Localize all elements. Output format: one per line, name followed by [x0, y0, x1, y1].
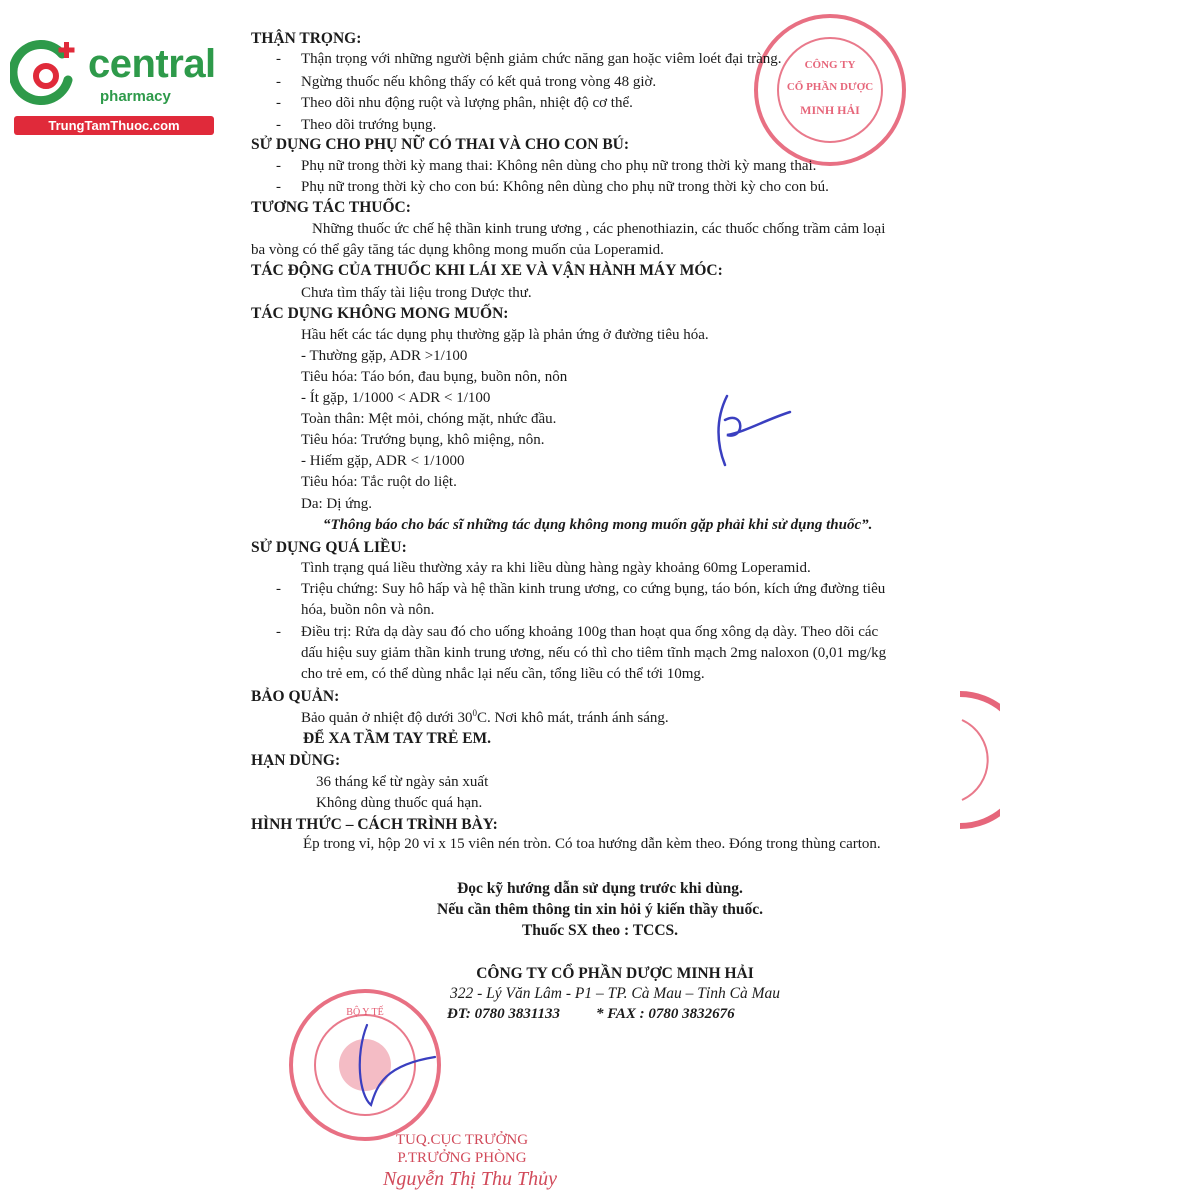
company-address: 322 - Lý Văn Lâm - P1 – TP. Cà Mau – Tỉnh Cà Mau — [450, 985, 780, 1002]
adr-line: - Thường gặp, ADR >1/100 — [301, 348, 468, 364]
adr-notice: “Thông báo cho bác sĩ những tác dụng không mong muốn gặp phải khi sử dụng thuốc”. — [323, 517, 873, 533]
list-item: Theo dõi nhu động ruột và lượng phân, nhiệt độ cơ thể. — [301, 95, 633, 111]
section-title-tuong-tac: TƯƠNG TÁC THUỐC: — [251, 199, 411, 216]
list-item: Ngừng thuốc nếu không thấy có kết quả trong vòng 48 giờ. — [301, 74, 657, 90]
section-title-qua-lieu: SỬ DỤNG QUÁ LIỀU: — [251, 539, 407, 556]
paragraph-line: Triệu chứng: Suy hô hấp và hệ thần kinh trung ương, co cứng bụng, táo bón, kích ứng đường tiêu — [301, 581, 886, 597]
paragraph-line: dấu hiệu suy giảm thần kinh trung ương, nếu có thì cho tiêm tĩnh mạch 2mg naloxon (0,01 mg/kg — [301, 645, 887, 661]
adr-line: Da: Dị ứng. — [301, 496, 373, 512]
adr-line: Hầu hết các tác dụng phụ thường gặp là phản ứng ở đường tiêu hóa. — [301, 327, 709, 343]
adr-line: Tiêu hóa: Táo bón, đau bụng, buồn nôn, nôn — [301, 369, 568, 385]
svg-text:CÔNG TY: CÔNG TY — [804, 59, 856, 71]
svg-text:BỘ Y TẾ: BỘ Y TẾ — [346, 1007, 384, 1018]
degree-mark: 0 — [472, 708, 477, 718]
adr-line: Toàn thân: Mệt mỏi, chóng mặt, nhức đầu. — [301, 411, 557, 427]
list-item: Phụ nữ trong thời kỳ cho con bú: Không nên dùng cho phụ nữ trong thời kỳ cho con bú. — [301, 179, 829, 195]
paragraph-line: ba vòng có thể gây tăng tác dụng không mong muốn của Loperamid. — [251, 242, 664, 258]
approval-line-2: P.TRƯỞNG PHÒNG — [397, 1150, 527, 1166]
paragraph-line: Điều trị: Rửa dạ dày sau đó cho uống khoảng 100g than hoạt qua ống xông dạ dày. Theo dõi các — [301, 624, 879, 640]
brand-tagline: pharmacy — [100, 88, 171, 105]
company-fax: * FAX : 0780 3832676 — [596, 1006, 735, 1022]
signer-name: Nguyễn Thị Thu Thủy — [383, 1168, 557, 1190]
svg-text:MINH HẢI: MINH HẢI — [800, 103, 860, 117]
adr-line: - Ít gặp, 1/1000 < ADR < 1/100 — [301, 390, 491, 406]
section-title-hinh-thuc: HÌNH THỨC – CÁCH TRÌNH BÀY: — [251, 816, 498, 833]
section-title-lai-xe: TÁC ĐỘNG CỦA THUỐC KHI LÁI XE VÀ VẬN HÀNH MÁY MÓC: — [251, 262, 723, 279]
list-item: Phụ nữ trong thời kỳ mang thai: Không nên dùng cho phụ nữ trong thời kỳ mang thai. — [301, 158, 817, 174]
section-title-han-dung: HẠN DÙNG: — [251, 752, 341, 769]
svg-text:CỔ PHẦN DƯỢC: CỔ PHẦN DƯỢC — [786, 81, 874, 93]
section-title-adr: TÁC DỤNG KHÔNG MONG MUỐN: — [251, 305, 509, 322]
adr-line: Tiêu hóa: Tắc ruột do liệt. — [301, 474, 457, 490]
closing-line: Nếu cần thêm thông tin xin hỏi ý kiến thầy thuốc. — [437, 901, 763, 918]
section-title-phu-nu: SỬ DỤNG CHO PHỤ NỮ CÓ THAI VÀ CHO CON BÚ: — [251, 136, 630, 153]
adr-line: Tiêu hóa: Trướng bụng, khô miệng, nôn. — [301, 432, 545, 448]
paragraph-line: Tình trạng quá liều thường xảy ra khi liều dùng hàng ngày khoảng 60mg Loperamid. — [301, 560, 811, 576]
list-item: Thận trọng với những người bệnh giảm chức năng gan hoặc viêm loét đại tràng. — [301, 51, 782, 67]
brand-name: central — [88, 42, 216, 86]
paragraph-line: hóa, buồn nôn và nôn. — [301, 602, 435, 618]
storage-text — [301, 708, 669, 727]
document: THẬN TRỌNG: - Thận trọng với những người bệnh giảm chức năng gan hoặc viêm loét đại tràng. - Ngừng thuốc nếu không thấy có kết quả trong vòng 48 giờ. - Theo dõi nhu động ruột và lượng phân, nhiệt độ cơ thể. - Theo dõi trướng bụng. SỬ DỤNG CHO PHỤ NỮ CÓ THAI VÀ CHO CON BÚ: - Phụ nữ trong thời kỳ mang thai: Không nên dùng cho phụ nữ trong thời kỳ mang thai. - Phụ nữ trong thời kỳ cho con bú: Không nên dùng cho phụ nữ trong thời kỳ cho con bú. TƯƠNG TÁC THUỐC: Những thuốc ức chế hệ thần kinh trung ương , các phenothiazin, các thuốc chống trầm cảm loại ba vòng có thể gây tăng tác dụng không mong muốn của Loperamid. TÁC ĐỘNG CỦA THUỐC KHI LÁI XE VÀ VẬN HÀNH MÁY MÓC: Chưa tìm thấy tài liệu trong Dược thư. TÁC DỤNG KHÔNG MONG MUỐN: Hầu hết các tác dụng phụ thường gặp là phản ứng ở đường tiêu hóa. - Thường gặp, ADR >1/100 Tiêu hóa: Táo bón, đau bụng, buồn nôn, nôn - Ít gặp, 1/1000 < ADR < 1/100 Toàn thân: Mệt mỏi, chóng mặt, nhức đầu. Tiêu hóa: Trướng bụng, khô miệng, nôn. - Hiếm gặp, ADR < 1/1000 Tiêu hóa: Tắc ruột do liệt. Da: Dị ứng. “Thông báo cho bác sĩ những tác dụng không mong muốn gặp phải khi sử dụng thuốc”. SỬ DỤNG QUÁ LIỀU: Tình trạng quá liều thường xảy ra khi liều dùng hàng ngày khoảng 60mg Loperamid. - Triệu chứng: Suy hô hấp và hệ thần kinh trung ương, co cứng bụng, táo bón, kích ứng đường tiêu hóa, buồn nôn và nôn. - Điều trị: Rửa dạ dày sau đó cho uống khoảng 100g than hoạt qua ống xông dạ dày. Theo dõi các dấu hiệu suy giảm thần kinh trung ương, nếu có thì cho tiêm tĩnh mạch 2mg naloxon (0,01 mg/kg cho trẻ em, có thể dùng nhắc lại nếu cần, tổng liều có thể tới 10mg. BẢO QUẢN: Bảo quản ở nhiệt độ dưới $30^0C$. Nơi khô mát, tránh ánh sáng. ĐỂ XA TẦM TAY TRẺ EM. HẠN DÙNG: 36 tháng kể từ ngày sản xuất Không dùng thuốc quá hạn. HÌNH THỨC – CÁCH TRÌNH BÀY: Ép trong vỉ, hộp 20 vỉ x 15 viên nén tròn. Có toa hướng dẫn kèm theo. Đóng trong thùng carton. Đọc kỹ hướng dẫn sử dụng trước khi dùng. Nếu cần thêm thông tin xin hỏi ý kiến thầy thuốc. Thuốc SX theo : TCCS. CÔNG TY CỔ PHẦN DƯỢC MINH HẢI 322 - Lý Văn Lâm - P1 – TP. Cà Mau – Tỉnh Cà Mau ĐT: 0780 3831133 * FAX : 0780 3832676 TUQ.CỤC TRƯỞNG P.TRƯỞNG PHÒNG Nguyễn Thị Thu Thủy — [251, 30, 887, 1190]
approval-line-1: TUQ.CỤC TRƯỞNG — [395, 1132, 529, 1148]
adr-line: - Hiếm gặp, ADR < 1/1000 — [301, 453, 465, 469]
company-name: CÔNG TY CỔ PHẦN DƯỢC MINH HẢI — [476, 965, 754, 982]
closing-line: Đọc kỹ hướng dẫn sử dụng trước khi dùng. — [457, 880, 743, 897]
storage-text-a: Bảo quản ở nhiệt độ dưới 30 — [301, 710, 473, 726]
section-title-bao-quan: BẢO QUẢN: — [251, 688, 340, 705]
paragraph-line: Chưa tìm thấy tài liệu trong Dược thư. — [301, 285, 532, 301]
closing-line: Thuốc SX theo : TCCS. — [521, 922, 679, 939]
brand-website: TrungTamThuoc.com — [14, 116, 214, 135]
paragraph-line: Không dùng thuốc quá hạn. — [316, 795, 483, 811]
paragraph-line: cho trẻ em, có thể dùng nhắc lại nếu cần, tổng liều có thể tới 10mg. — [301, 666, 705, 682]
paragraph-line: Những thuốc ức chế hệ thần kinh trung ương , các phenothiazin, các thuốc chống trầm cảm loại — [312, 221, 886, 237]
company-phone: ĐT: 0780 3831133 — [447, 1006, 561, 1022]
list-item: Theo dõi trướng bụng. — [301, 117, 437, 133]
paragraph-line: 36 tháng kể từ ngày sản xuất — [316, 774, 489, 790]
storage-warning: ĐỂ XA TẦM TAY TRẺ EM. — [303, 730, 492, 747]
section-title-than-trong: THẬN TRỌNG: — [251, 30, 362, 47]
paragraph-line: Ép trong vỉ, hộp 20 vỉ x 15 viên nén tròn. Có toa hướng dẫn kèm theo. Đóng trong thùng carton. — [303, 836, 881, 852]
storage-text-b: C. Nơi khô mát, tránh ánh sáng. — [476, 710, 669, 726]
